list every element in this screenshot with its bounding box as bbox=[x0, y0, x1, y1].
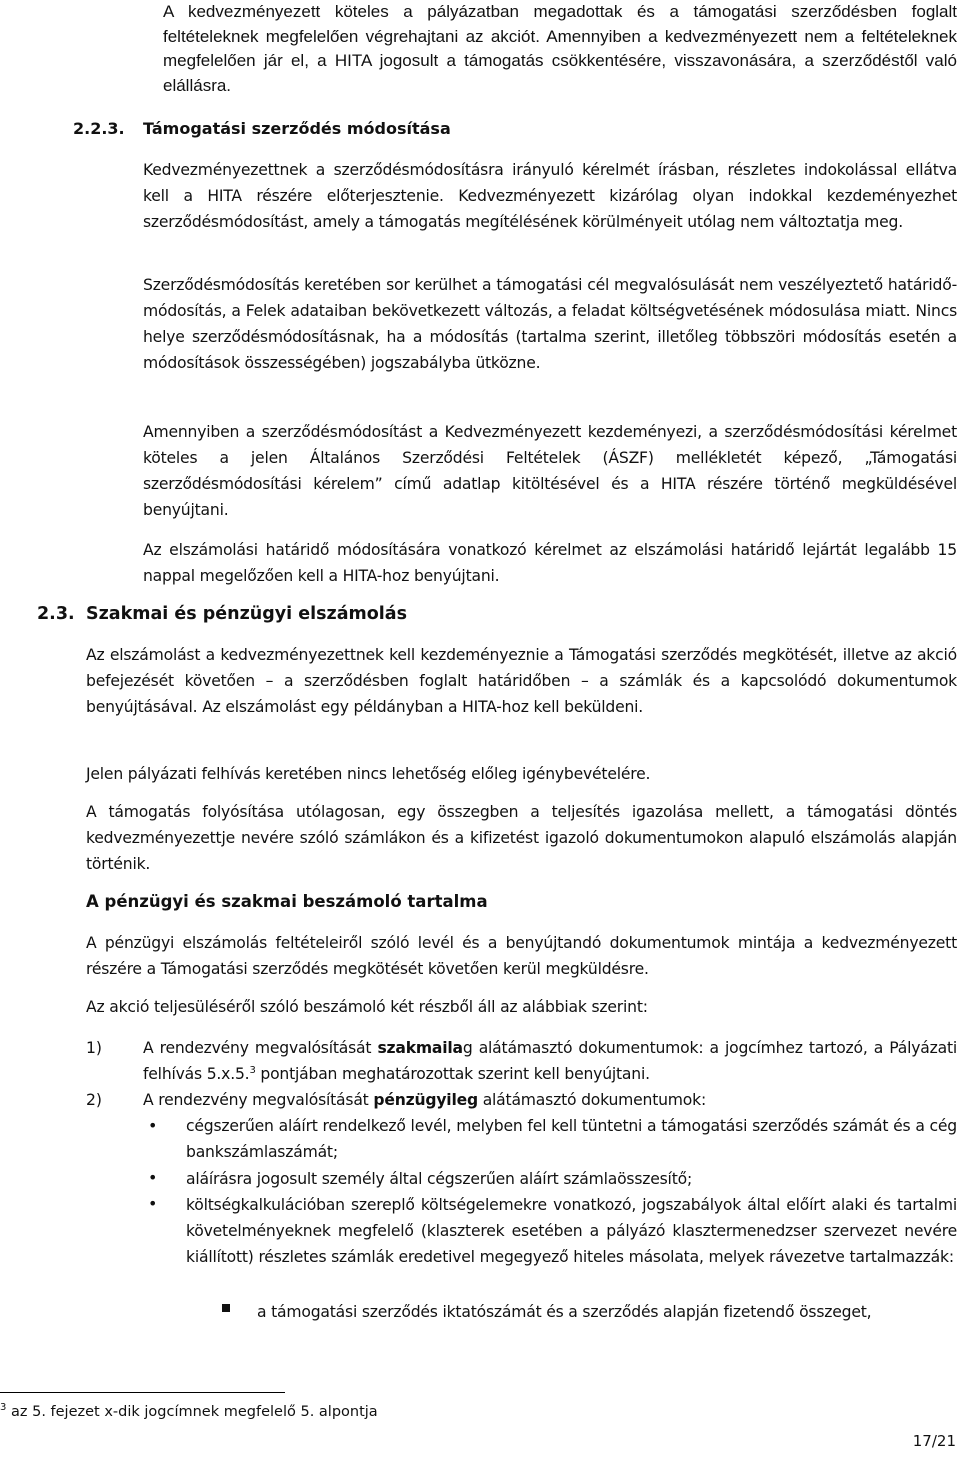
footnote-separator bbox=[0, 1392, 285, 1393]
section-2-3-paragraph-3: A támogatás folyósítása utólagosan, egy összegben a teljesítés igazolása mellett, a támogatási döntés kedvezményezettje nevére szóló számlákon és a kifizetést igazoló dokumentumokon alapuló elszámolás alapján történik. bbox=[86, 803, 957, 873]
footnote-marker: 3 bbox=[0, 1402, 7, 1413]
section-2-2-3-paragraph-1: Kedvezményezettnek a szerződésmódosításra irányuló kérelmét írásban, részletes indokolással ellátva kell a HITA részére előterjesztenie. Kedvezményezett kizárólag olyan indokkal kezdeményezhet szerződésmódosítást, amely a támogatás megítélésének körülményeit utólag nem változtatja meg. bbox=[143, 161, 957, 231]
intro-paragraph: A kedvezményezett köteles a pályázatban megadottak és a támogatási szerződésben foglalt feltételeknek megfelelően végrehajtani az akciót. Amennyiben a kedvezményezett nem a feltételeknek megfelelően jár el, a HITA jogosult a támogatás csökkentésére, visszavonására, a szerződéstől való elállásra. bbox=[163, 2, 957, 95]
subheading-beszamolo: A pénzügyi és szakmai beszámoló tartalma bbox=[86, 892, 488, 911]
footnote-text: az 5. fejezet x-dik jogcímnek megfelelő 5. alpontja bbox=[10, 1404, 378, 1420]
bullet-item-3: költségkalkulációban szereplő költségelemekre vonatkozó, jogszabályok által előírt alaki és tartalmi követelményeknek megfelelő (klaszterek esetében a pályázó klasztermenedzser szervezet nevére kiállított) részletes számlák eredetivel megegyező hiteles másolata, melyek rávezetve tartalmazzák: bbox=[186, 1196, 957, 1266]
section-2-3-paragraph-2: Jelen pályázati felhívás keretében nincs lehetőség előleg igénybevételére. bbox=[86, 765, 651, 783]
list-item-2: A rendezvény megvalósítását pénzügyileg alátámasztó dokumentumok: bbox=[143, 1091, 707, 1109]
page-number: 17/21 bbox=[912, 1432, 956, 1450]
footnote bbox=[0, 1404, 378, 1420]
section-2-3-paragraph-1: Az elszámolást a kedvezményezettnek kell kezdeményeznie a Támogatási szerződés megkötését, illetve az akció befejezését követően – a szerződésben foglalt határidőben – a számlák és a kapcsolódó dokumentumok benyújtásával. Az elszámolást egy példányban a HITA-hoz kell beküldeni. bbox=[86, 646, 957, 716]
section-2-2-3-number: 2.2.3. bbox=[73, 119, 125, 138]
section-2-3-title: Szakmai és pénzügyi elszámolás bbox=[86, 604, 408, 624]
bullet-icon: • bbox=[148, 1116, 158, 1135]
bullet-icon: • bbox=[148, 1168, 158, 1187]
list-item-1-number: 1) bbox=[86, 1039, 103, 1057]
square-bullet-icon bbox=[222, 1304, 230, 1312]
list-item-2-number: 2) bbox=[86, 1091, 103, 1109]
section-2-3-number: 2.3. bbox=[37, 604, 75, 624]
section-2-2-3-paragraph-3: Amennyiben a szerződésmódosítást a Kedvezményezett kezdeményezi, a szerződésmódosítási kérelmet köteles a jelen Általános Szerződési Feltételek (ÁSZF) mellékletét képező, „Támogatási szerződésmódosítási kérelem” című adatlap kitöltésével és a HITA részére történő megküldésével benyújtani. bbox=[143, 423, 957, 519]
bullet-item-1: cégszerűen aláírt rendelkező levél, melyben fel kell tüntetni a támogatási szerződés számát és a cég bankszámlaszámát; bbox=[186, 1117, 957, 1161]
subbullet-item-1: a támogatási szerződés iktatószámát és a szerződés alapján fizetendő összeget, bbox=[257, 1303, 872, 1321]
section-2-2-3-paragraph-2: Szerződésmódosítás keretében sor kerülhet a támogatási cél megvalósulását nem veszélyeztető határidő-módosítás, a Felek adataiban bekövetkezett változás, a feladat költségvetésének módosulása miatt. Nincs helye szerződésmódosításnak, ha a módosítás (tartalma szerint, illetőleg többszöri módosítás esetén a módosítások összességében) jogszabályba ütközne. bbox=[143, 276, 957, 372]
section-2-2-3-title: Támogatási szerződés módosítása bbox=[143, 119, 451, 138]
section-2-3-paragraph-4: A pénzügyi elszámolás feltételeiről szóló levél és a benyújtandó dokumentumok mintája a kedvezményezett részére a Támogatási szerződés megkötését követően kerül megküldésre. bbox=[86, 934, 957, 978]
bullet-item-2: aláírásra jogosult személy által cégszerűen aláírt számlaösszesítő; bbox=[186, 1170, 692, 1188]
section-2-3-paragraph-5: Az akció teljesüléséről szóló beszámoló két részből áll az alábbiak szerint: bbox=[86, 998, 648, 1016]
footnote-reference[interactable]: 3 bbox=[249, 1064, 256, 1076]
section-2-2-3-paragraph-4: Az elszámolási határidő módosítására vonatkozó kérelmet az elszámolási határidő lejártát legalább 15 nappal megelőzően kell a HITA-hoz benyújtani. bbox=[143, 541, 957, 585]
list-item-1: A rendezvény megvalósítását szakmailag alátámasztó dokumentumok: a jogcímhez tartozó, a Pályázati felhívás 5.x.5.$^3$ pontjában meghatározottak szerint kell benyújtani. bbox=[143, 1039, 957, 1083]
bullet-icon: • bbox=[148, 1194, 158, 1213]
